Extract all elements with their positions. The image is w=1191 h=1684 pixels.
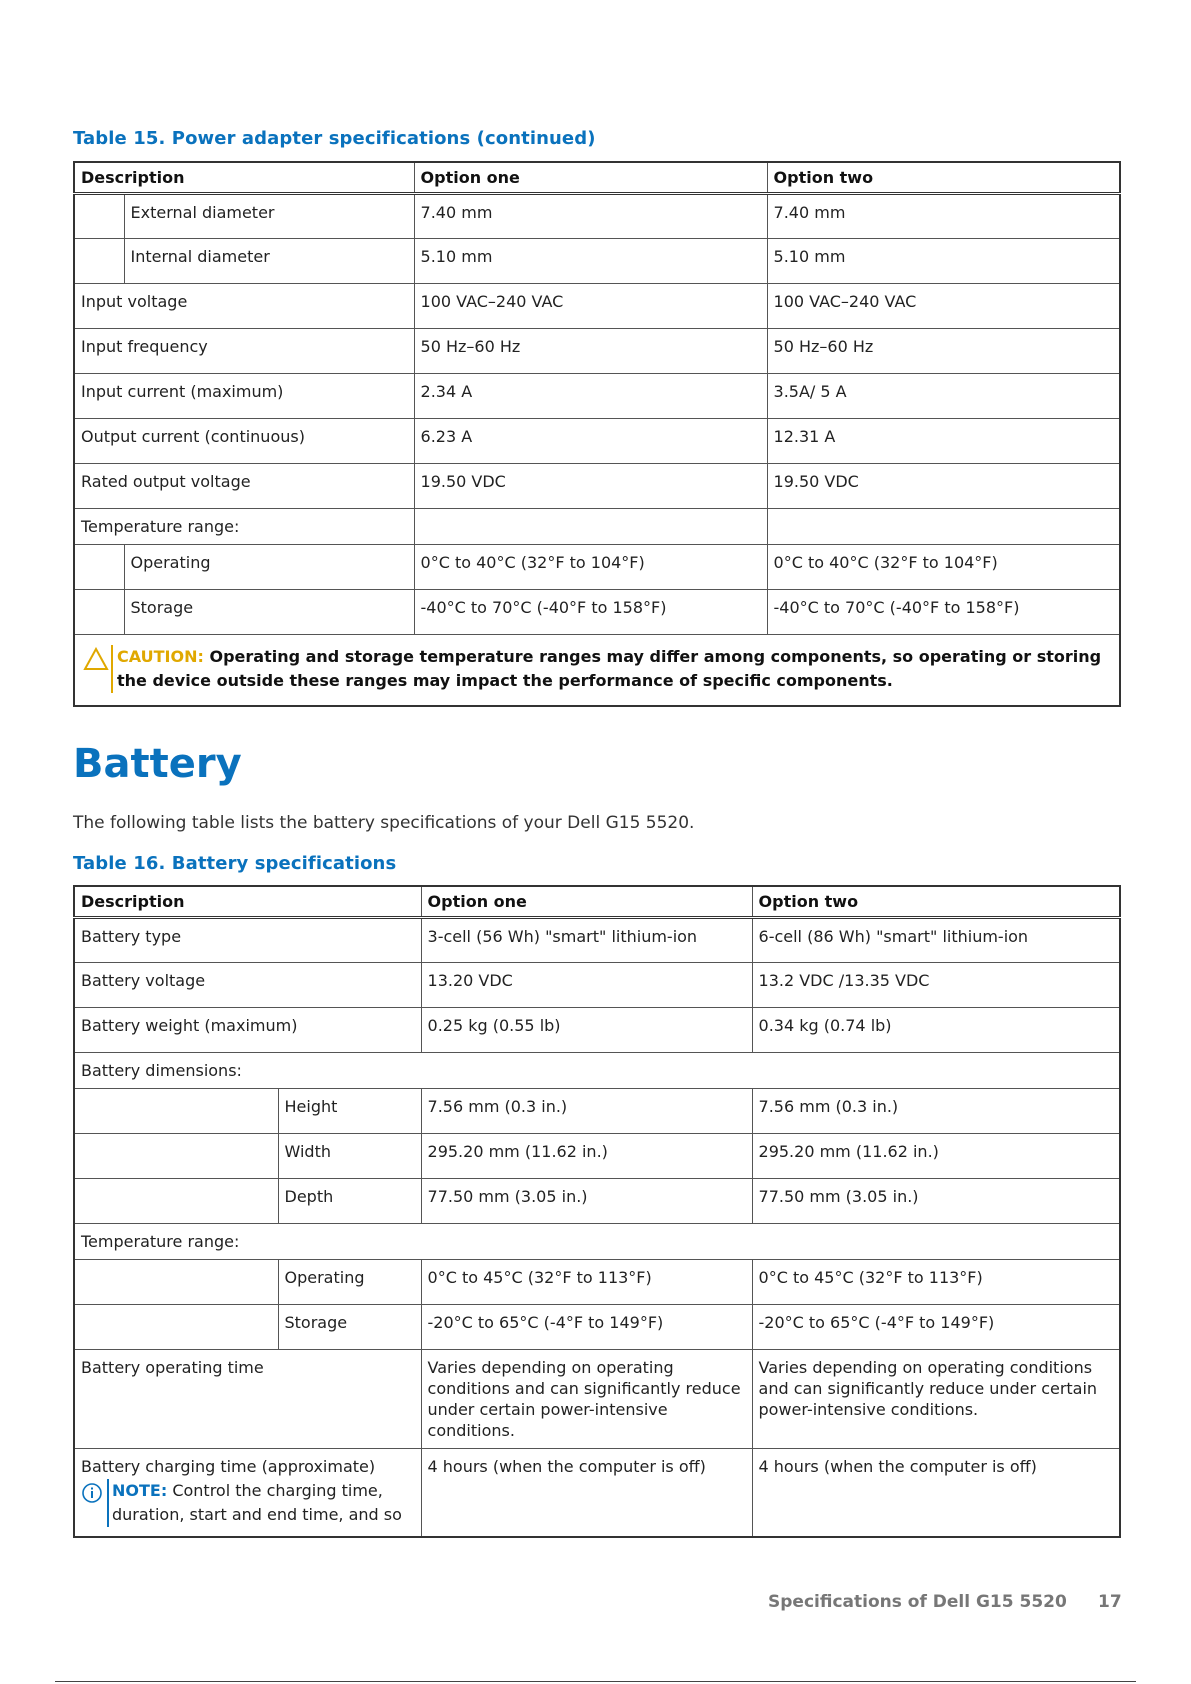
caution-notice <box>74 635 1120 707</box>
header-option-one: Option one <box>414 162 767 194</box>
table-row <box>74 1179 1120 1224</box>
value-option-two: -20°C to 65°C (-4°F to 149°F) <box>752 1305 1120 1350</box>
table-row <box>74 918 1120 963</box>
footer-rule <box>55 1681 1136 1682</box>
row-label: Temperature range: <box>74 1224 1120 1260</box>
value-option-one: 13.20 VDC <box>421 963 752 1008</box>
row-label: Rated output voltage <box>74 464 414 509</box>
row-label: Output current (continuous) <box>74 419 414 464</box>
value-option-one: 7.56 mm (0.3 in.) <box>421 1089 752 1134</box>
row-label: Operating <box>278 1260 421 1305</box>
table-row <box>74 284 1120 329</box>
row-label: Battery type <box>74 918 421 963</box>
table-row <box>74 963 1120 1008</box>
row-label: Width <box>278 1134 421 1179</box>
value-option-one: -20°C to 65°C (-4°F to 149°F) <box>421 1305 752 1350</box>
value-option-one: 2.34 A <box>414 374 767 419</box>
row-label: Height <box>278 1089 421 1134</box>
value-option-two: 7.40 mm <box>767 194 1120 239</box>
table-header-row <box>74 886 1120 918</box>
value-option-two <box>767 509 1120 545</box>
table-row <box>74 194 1120 239</box>
indent-cell <box>74 239 124 284</box>
row-label: Battery voltage <box>74 963 421 1008</box>
value-option-one: 7.40 mm <box>414 194 767 239</box>
table-row <box>74 509 1120 545</box>
value-option-two: 0.34 kg (0.74 lb) <box>752 1008 1120 1053</box>
value-option-one: 19.50 VDC <box>414 464 767 509</box>
value-option-one: 100 VAC–240 VAC <box>414 284 767 329</box>
value-option-two: -40°C to 70°C (-40°F to 158°F) <box>767 590 1120 635</box>
note-text-block <box>107 1479 415 1527</box>
table-row <box>74 1089 1120 1134</box>
row-label: External diameter <box>124 194 414 239</box>
power-adapter-table <box>73 161 1121 707</box>
header-option-two: Option two <box>767 162 1120 194</box>
value-option-two: 4 hours (when the computer is off) <box>752 1449 1120 1537</box>
row-label: Input current (maximum) <box>74 374 414 419</box>
table-row <box>74 1305 1120 1350</box>
indent-cell <box>74 1260 278 1305</box>
header-description: Description <box>74 886 421 918</box>
page-number: 17 <box>1098 1592 1122 1612</box>
value-option-one: -40°C to 70°C (-40°F to 158°F) <box>414 590 767 635</box>
value-option-two: 50 Hz–60 Hz <box>767 329 1120 374</box>
value-option-two: 19.50 VDC <box>767 464 1120 509</box>
note-block <box>81 1479 415 1527</box>
table-row <box>74 590 1120 635</box>
value-option-one: 6.23 A <box>414 419 767 464</box>
indent-cell <box>74 1305 278 1350</box>
note-message: Control the charging time, duration, start and end time, and so <box>112 1481 402 1524</box>
header-description: Description <box>74 162 414 194</box>
table-row <box>74 419 1120 464</box>
value-option-two: 100 VAC–240 VAC <box>767 284 1120 329</box>
info-icon <box>81 1482 107 1509</box>
table-16-caption: Table 16. Battery specifications <box>73 853 397 874</box>
row-label: Depth <box>278 1179 421 1224</box>
table-row <box>74 1053 1120 1089</box>
value-option-one: 295.20 mm (11.62 in.) <box>421 1134 752 1179</box>
value-option-one: 0.25 kg (0.55 lb) <box>421 1008 752 1053</box>
value-option-one: 4 hours (when the computer is off) <box>421 1449 752 1537</box>
table-row <box>74 1449 1120 1537</box>
value-option-two: 7.56 mm (0.3 in.) <box>752 1089 1120 1134</box>
table-row <box>74 1350 1120 1449</box>
value-option-one: Varies depending on operating conditions and can significantly reduce under certain power-intensive conditions. <box>421 1350 752 1449</box>
value-option-one: 3-cell (56 Wh) "smart" lithium-ion <box>421 918 752 963</box>
row-label: Battery dimensions: <box>74 1053 1120 1089</box>
footer-title: Specifications of Dell G15 5520 <box>768 1592 1067 1612</box>
caution-icon <box>83 647 111 676</box>
battery-table <box>73 885 1121 1538</box>
value-option-one: 0°C to 45°C (32°F to 113°F) <box>421 1260 752 1305</box>
row-label: Storage <box>278 1305 421 1350</box>
row-label: Battery operating time <box>74 1350 421 1449</box>
header-option-two: Option two <box>752 886 1120 918</box>
table-row <box>74 374 1120 419</box>
row-label: Storage <box>124 590 414 635</box>
indent-cell <box>74 194 124 239</box>
table-row <box>74 1008 1120 1053</box>
row-label: Internal diameter <box>124 239 414 284</box>
value-option-two: 5.10 mm <box>767 239 1120 284</box>
indent-cell <box>74 545 124 590</box>
value-option-two: 0°C to 40°C (32°F to 104°F) <box>767 545 1120 590</box>
value-option-two: 12.31 A <box>767 419 1120 464</box>
value-option-two: 13.2 VDC /13.35 VDC <box>752 963 1120 1008</box>
value-option-one: 50 Hz–60 Hz <box>414 329 767 374</box>
caution-row <box>74 635 1120 707</box>
value-option-one: 0°C to 40°C (32°F to 104°F) <box>414 545 767 590</box>
row-label: Input frequency <box>74 329 414 374</box>
table-15-caption: Table 15. Power adapter specifications (continued) <box>73 128 596 149</box>
value-option-two: 6-cell (86 Wh) "smart" lithium-ion <box>752 918 1120 963</box>
value-option-two: 3.5A/ 5 A <box>767 374 1120 419</box>
value-option-two: 295.20 mm (11.62 in.) <box>752 1134 1120 1179</box>
caution-text-block <box>111 645 1111 693</box>
value-option-one <box>414 509 767 545</box>
caution-message: Operating and storage temperature ranges may differ among components, so operating or storing the device outside these ranges may impact the performance of specific components. <box>117 647 1102 690</box>
note-label: NOTE: <box>112 1481 168 1500</box>
value-option-two: 77.50 mm (3.05 in.) <box>752 1179 1120 1224</box>
row-label: Input voltage <box>74 284 414 329</box>
value-option-one: 5.10 mm <box>414 239 767 284</box>
row-label: Operating <box>124 545 414 590</box>
indent-cell <box>74 1179 278 1224</box>
row-label: Temperature range: <box>74 509 414 545</box>
value-option-one: 77.50 mm (3.05 in.) <box>421 1179 752 1224</box>
value-option-two: Varies depending on operating conditions and can significantly reduce under certain power-intensive conditions. <box>752 1350 1120 1449</box>
row-label: Battery weight (maximum) <box>74 1008 421 1053</box>
value-option-two: 0°C to 45°C (32°F to 113°F) <box>752 1260 1120 1305</box>
battery-intro: The following table lists the battery specifications of your Dell G15 5520. <box>73 813 695 833</box>
row-label: Battery charging time (approximate) <box>81 1457 376 1476</box>
table-row <box>74 545 1120 590</box>
indent-cell <box>74 1089 278 1134</box>
header-option-one: Option one <box>421 886 752 918</box>
table-row <box>74 329 1120 374</box>
caution-label: CAUTION: <box>117 647 204 666</box>
table-row <box>74 1224 1120 1260</box>
table-row <box>74 239 1120 284</box>
table-row <box>74 1260 1120 1305</box>
indent-cell <box>74 590 124 635</box>
table-row <box>74 1134 1120 1179</box>
indent-cell <box>74 1134 278 1179</box>
table-header-row <box>74 162 1120 194</box>
table-row <box>74 464 1120 509</box>
charging-time-cell <box>74 1449 421 1537</box>
battery-heading: Battery <box>73 741 242 787</box>
